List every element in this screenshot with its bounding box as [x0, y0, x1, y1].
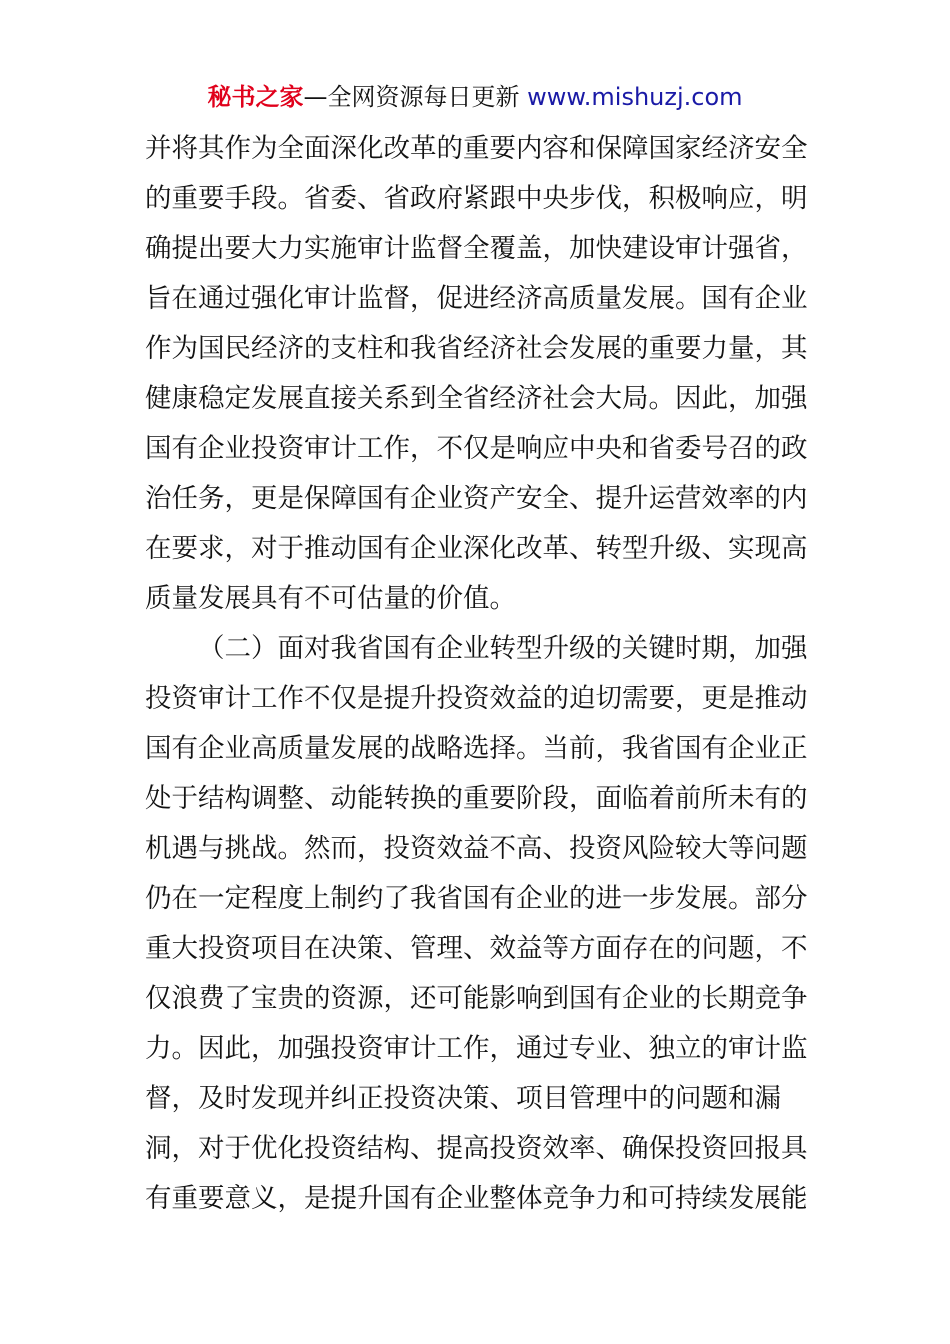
text-line: 并将其作为全面深化改革的重要内容和保障国家经济安全 — [145, 133, 808, 164]
text-line: 仍在一定程度上制约了我省国有企业的进一步发展。部分 — [145, 883, 808, 914]
text-line: 旨在通过强化审计监督，促进经济高质量发展。国有企业 — [145, 283, 808, 314]
text-line: 作为国民经济的支柱和我省经济社会发展的重要力量，其 — [145, 333, 808, 364]
text-line: 机遇与挑战。然而，投资效益不高、投资风险较大等问题 — [145, 833, 808, 864]
text-line: 健康稳定发展直接关系到全省经济社会大局。因此，加强 — [145, 383, 808, 414]
site-brand: 秘书之家 — [207, 83, 304, 111]
text-line: 仅浪费了宝贵的资源，还可能影响到国有企业的长期竞争 — [145, 983, 808, 1014]
text-line: 力。因此，加强投资审计工作，通过专业、独立的审计监 — [145, 1033, 808, 1064]
text-line: 国有企业投资审计工作，不仅是响应中央和省委号召的政 — [145, 433, 808, 464]
text-line: 有重要意义，是提升国有企业整体竞争力和可持续发展能 — [145, 1183, 808, 1214]
text-line: 投资审计工作不仅是提升投资效益的迫切需要，更是推动 — [145, 683, 808, 714]
text-line: 治任务，更是保障国有企业资产安全、提升运营效率的内 — [145, 483, 808, 514]
text-line: 处于结构调整、动能转换的重要阶段，面临着前所未有的 — [145, 783, 808, 814]
site-tagline: —全网资源每日更新 — [303, 83, 528, 111]
site-url[interactable]: www.mishuzj.com — [527, 83, 743, 111]
text-line: 洞，对于优化投资结构、提高投资效率、确保投资回报具 — [145, 1133, 808, 1164]
text-line: 重大投资项目在决策、管理、效益等方面存在的问题，不 — [145, 933, 808, 964]
paragraph-start-line: （二）面对我省国有企业转型升级的关键时期，加强 — [198, 633, 808, 664]
text-line: 督，及时发现并纠正投资决策、项目管理中的问题和漏 — [145, 1083, 781, 1114]
text-line: 确提出要大力实施审计监督全覆盖，加快建设审计强省， — [145, 233, 808, 264]
text-line: 国有企业高质量发展的战略选择。当前，我省国有企业正 — [145, 733, 808, 764]
document-body — [145, 124, 825, 1224]
page-header — [0, 80, 950, 114]
text-line: 在要求，对于推动国有企业深化改革、转型升级、实现高 — [145, 533, 808, 564]
text-line: 的重要手段。省委、省政府紧跟中央步伐，积极响应，明 — [145, 183, 808, 214]
text-line: 质量发展具有不可估量的价值。 — [145, 583, 516, 614]
